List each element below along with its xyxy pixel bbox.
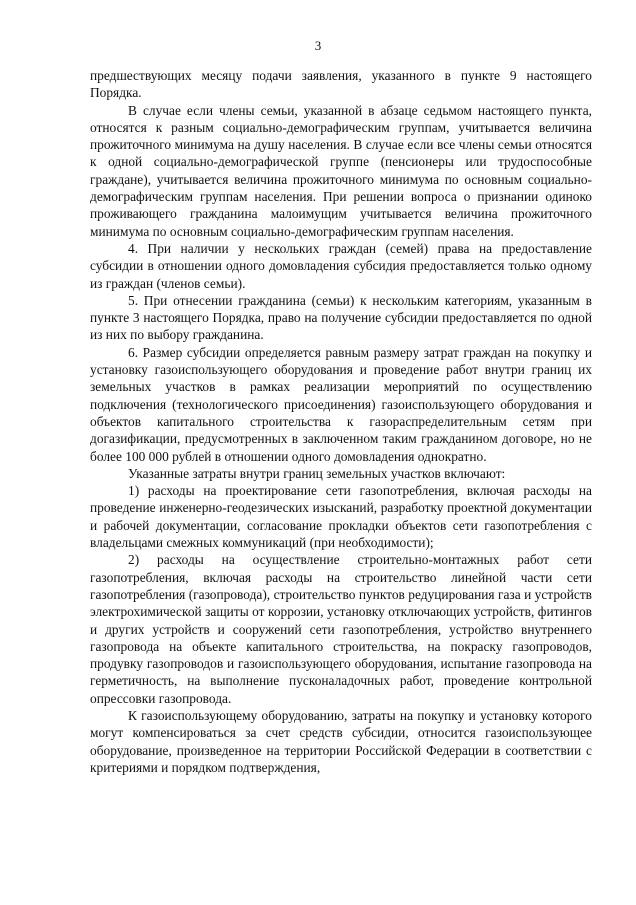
paragraph-item-5: 5. При отнесении гражданина (семьи) к нескольким категориям, указанным в пункте 3 настоящего Порядка, право на получение субсидии предоставляется по одной из них по выбору гражданина. (90, 292, 592, 343)
paragraph-costs-include: Указанные затраты внутри границ земельных участков включают: (128, 465, 506, 481)
paragraph-subitem-2: 2) расходы на осуществление строительно-монтажных работ сети газопотребления, включая расходы на строительство линейной части сети газопотребления (газопровода), строительство пунктов редуцирования газа и устройств электрохимической защиты от коррозии, установку отключающих устройств, фитингов и других устройств и сооружений сети газопотребления, устройство внутреннего газопровода на объекте капитального строительства, на покраску газопроводов, продувку газопроводов и газоиспользующего оборудования, испытание газопровода на герметичность, на выполнение пусконаладочных работ, проведение контрольной опрессовки газопровода. (90, 552, 592, 706)
paragraph-item-4: 4. При наличии у нескольких граждан (семей) права на предоставление субсидии в отношении одного домовладения субсидия предоставляется только одному из граждан (членов семьи). (90, 240, 592, 291)
paragraph-gas-equipment: К газоиспользующему оборудованию, затраты на покупку и установку которого могут компенсироваться за счет средств субсидии, относится газоиспользующее оборудование, произведенное на территории Российской Федерации в соответствии с критериями и порядком подтверждения, (90, 707, 592, 775)
paragraph-item-6: 6. Размер субсидии определяется равным размеру затрат граждан на покупку и установку газоиспользующего оборудования и проведение работ внутри границ их земельных участков в рамках реализации мероприятий по осуществлению подключения (технологического присоединения) газоиспользующего оборудования и объектов капитального строительства к газораспределительным сетям при догазификации, предусмотренных в заключенном таким гражданином договоре, но не более 100 000 рублей в отношении одного домовладения однократно. (90, 344, 592, 464)
paragraph-subitem-1: 1) расходы на проектирование сети газопотребления, включая расходы на проведение инженерно-геодезических изысканий, разработку проектной документации и рабочей документации, согласование прокладки объектов сети газопотребления с владельцами смежных коммуникаций (при необходимости); (90, 483, 592, 551)
paragraph-subsistence-minimum: В случае если члены семьи, указанной в абзаце седьмом настоящего пункта, относятся к разным социально-демографическим группам, учитывается величина прожиточного минимума на душу населения. В случае если все члены семьи относятся к одной социально-демографической группе (пенсионеры или трудоспособные граждане), учитывается величина прожиточного минимума по основным социально-демографическим группам населения. При решении вопроса о признании одиноко проживающего гражданина малоимущим учитывается величина прожиточного минимума по основным социально-демографическим группам населения. (90, 102, 592, 239)
document-body (90, 67, 592, 776)
paragraph-continuation: предшествующих месяцу подачи заявления, указанного в пункте 9 настоящего Порядка. (90, 68, 592, 101)
page-number: 3 (314, 38, 322, 53)
